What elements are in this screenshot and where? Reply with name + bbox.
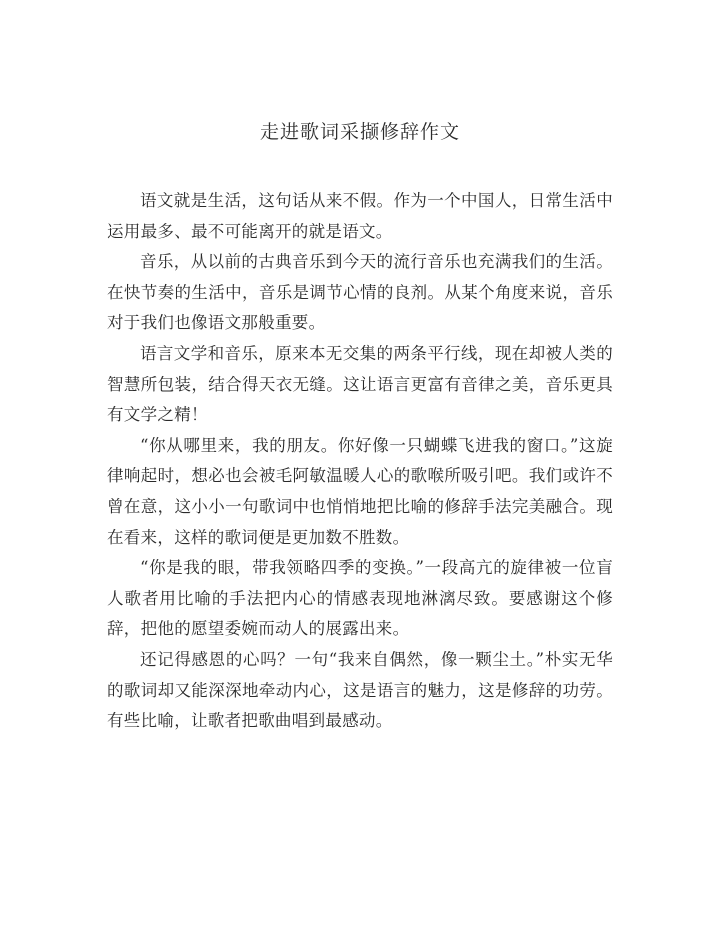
paragraph-2: 音乐，从以前的古典音乐到今天的流行音乐也充满我们的生活。在快节奏的生活中，音乐是调节心情的良剂。从某个角度来说，音乐对于我们也像语文那般重要。 <box>107 252 613 333</box>
paragraph-5: “你是我的眼，带我领略四季的变换。”一段高亢的旋律被一位盲人歌者用比喻的手法把内心的情感表现地淋漓尽致。要感谢这个修辞，把他的愿望委婉而动人的展露出来。 <box>107 558 613 639</box>
paragraph-3: 语言文学和音乐，原来本无交集的两条平行线，现在却被人类的智慧所包装，结合得天衣无缝。这让语言更富有音律之美，音乐更具有文学之精！ <box>107 343 613 425</box>
paragraph-4: “你从哪里来，我的朋友。你好像一只蝴蝶飞进我的窗口。”这旋律响起时，想必也会被毛阿敏温暖人心的歌喉所吸引吧。我们或许不曾在意，这小小一句歌词中也悄悄地把比喻的修辞手法完美融合。现在看来，这样的歌词便是更加数不胜数。 <box>107 435 613 547</box>
document-title: 走进歌词采撷修辞作文 <box>259 121 460 143</box>
document-body <box>107 186 613 737</box>
paragraph-6: 还记得感恩的心吗？一句“我来自偶然，像一颗尘土。”朴实无华的歌词却又能深深地牵动内心，这是语言的魅力，这是修辞的功劳。有些比喻，让歌者把歌曲唱到最感动。 <box>107 649 613 731</box>
paragraph-1: 语文就是生活，这句话从来不假。作为一个中国人，日常生活中运用最多、最不可能离开的就是语文。 <box>107 191 613 241</box>
